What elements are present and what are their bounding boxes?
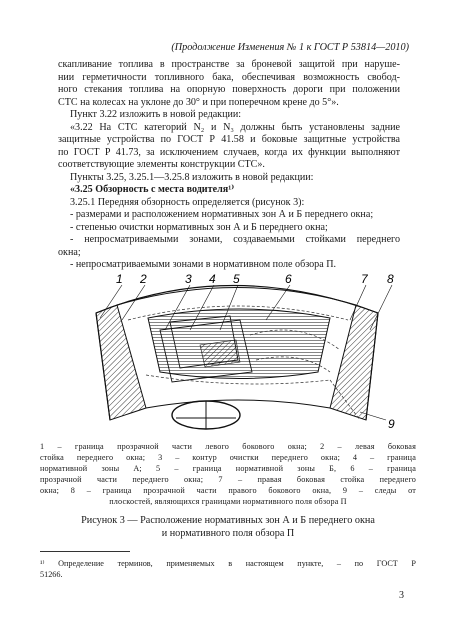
- figure-title: и нормативного поля обзора П: [161, 528, 295, 539]
- body-line: 3.25.1 Передняя обзорность определяется (рисунок 3):: [70, 196, 305, 208]
- figure-legend-line: нормативной зоны А; 5 – граница нормативной зоны Б, 6 – граница: [40, 464, 416, 473]
- body-line: защитные устройства по ГОСТ Р 41.58 и боковые защитные устройства: [58, 134, 400, 145]
- label-8: 8: [387, 272, 394, 286]
- label-5: 5: [233, 272, 240, 286]
- footnote-rule: [40, 551, 130, 552]
- label-9: 9: [388, 417, 395, 431]
- body-line: Пункты 3.25, 3.25.1—3.25.8 изложить в новой редакции:: [70, 171, 314, 183]
- body-line: соответствующие элементы конструкции СТС».: [58, 159, 265, 170]
- body-line: СТС на колесах на уклоне до 30° и при поперечном крене до 5°».: [58, 96, 339, 108]
- right-pillar: [330, 305, 378, 420]
- footnote: 51266.: [40, 570, 63, 579]
- footnote: ¹⁾ Определение терминов, применяемых в настоящем пункте, – по ГОСТ Р: [40, 559, 416, 568]
- label-4: 4: [209, 272, 216, 286]
- body-line: Пункт 3.22 изложить в новой редакции:: [70, 109, 242, 120]
- page-number: 3: [399, 590, 404, 601]
- body-line: ного стекания топлива на опорную поверхность дороги при положении: [58, 84, 400, 95]
- label-2: 2: [140, 272, 147, 286]
- windshield-boundary: [117, 288, 356, 306]
- left-pillar: [96, 305, 146, 420]
- list-item: - непросматриваемыми зонами в нормативном поле обзора П.: [70, 259, 337, 270]
- figure-legend-line: стойка переднего окна; 3 – контур очистки переднего окна; 4 – граница: [40, 453, 416, 462]
- label-3: 3: [185, 272, 192, 286]
- running-header: (Продолжение Изменения № 1 к ГОСТ Р 53814—2010): [171, 42, 409, 53]
- label-7: 7: [361, 272, 368, 286]
- list-item: - непросматриваемыми зонами, создаваемыми стойками переднего: [70, 234, 400, 245]
- dashboard-line: [146, 400, 330, 408]
- label-6: 6: [285, 272, 292, 286]
- list-item: - размерами и расположением нормативных зон А и Б переднего окна;: [70, 209, 374, 220]
- list-item: - степенью очистки нормативных зон А и Б переднего окна;: [70, 221, 328, 233]
- body-line: окна;: [58, 246, 81, 258]
- figure-legend-line: прозрачной части переднего окна; 7 – правая боковая стойка переднего: [40, 475, 416, 484]
- body-line: «3.22 На СТС категорий N₂ и N₃ должны быть установлены задние: [70, 121, 400, 133]
- body-line: нии герметичности топливного бака, обеспечивая возможность свобод-: [58, 71, 400, 83]
- figure-legend-line: окна; 8 – граница прозрачной части правого бокового окна, 9 – следы от: [40, 486, 416, 495]
- label-1: 1: [116, 272, 123, 286]
- figure-legend-line: 1 – граница прозрачной части левого бокового окна; 2 – левая боковая: [40, 442, 416, 451]
- section-heading: «3.25 Обзорность с места водителя¹⁾: [70, 184, 235, 195]
- body-line: скапливание топлива в пространстве за броневой защитой при наруше-: [58, 59, 400, 70]
- body-line: по ГОСТ Р 41.73, за исключением случаев, когда их функции выполняют: [58, 146, 400, 158]
- figure-legend-line: плоскостей, являющихся границами нормативного поля обзора П: [109, 497, 347, 506]
- figure-title: Рисунок 3 — Расположение нормативных зон А и Б переднего окна: [81, 515, 375, 526]
